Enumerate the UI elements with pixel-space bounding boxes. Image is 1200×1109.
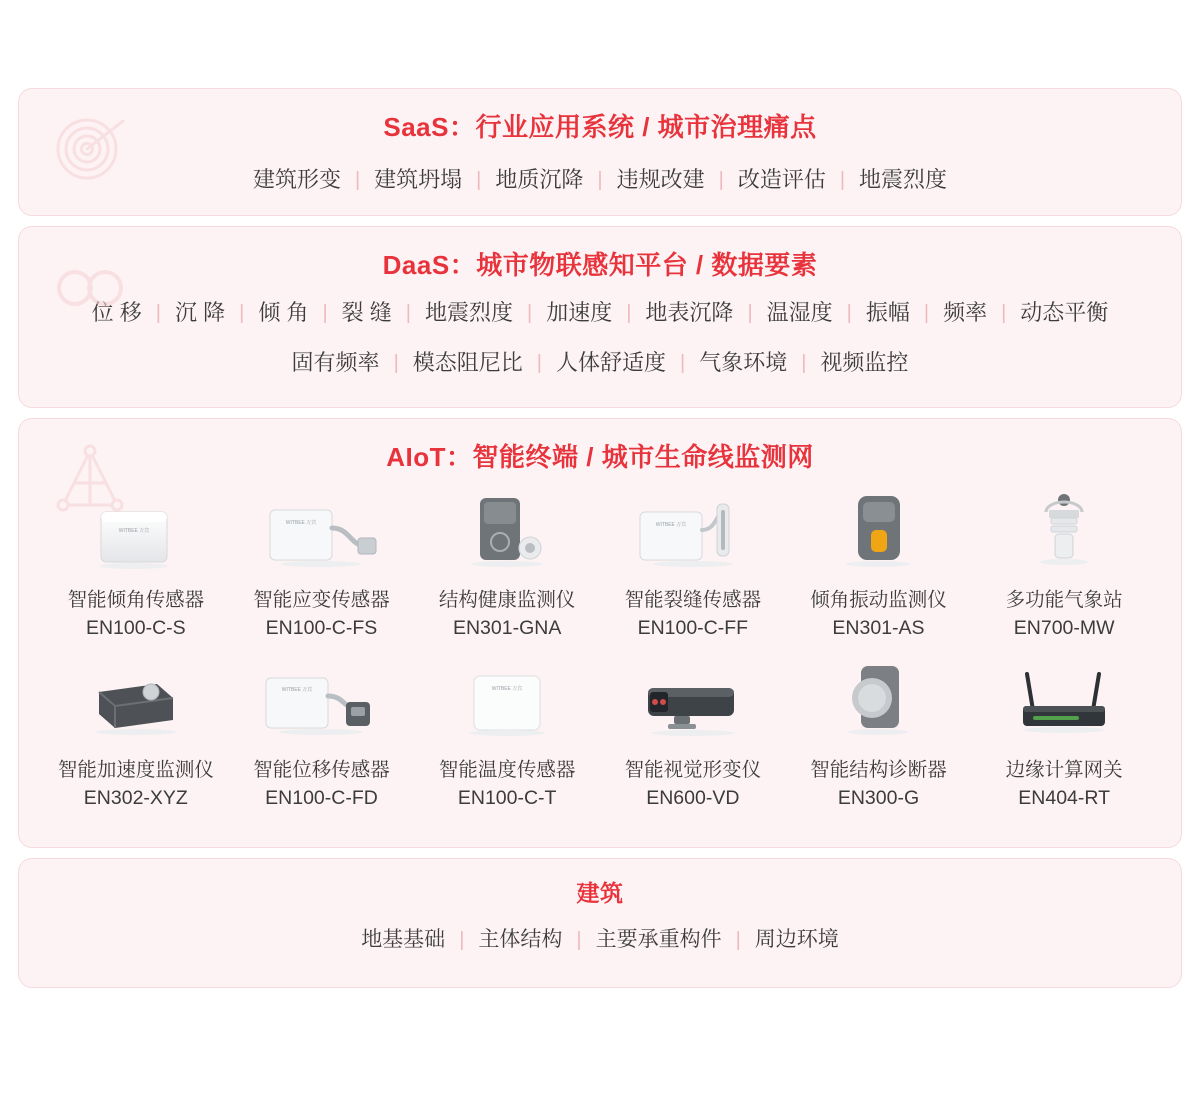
daas-tag[interactable]: 沉 降 — [175, 300, 226, 325]
device-model: EN600-VD — [646, 787, 740, 809]
saas-panel — [18, 88, 1182, 216]
device-card[interactable] — [600, 658, 786, 812]
daas-tag[interactable]: 频率 — [943, 300, 988, 325]
svg-text:WITBEE 万宾: WITBEE 万宾 — [491, 686, 523, 692]
building-tag[interactable]: 地基基础 — [361, 928, 446, 951]
device-model: EN100-C-S — [85, 617, 186, 639]
device-card[interactable] — [43, 658, 229, 812]
daas-panel — [18, 226, 1182, 408]
device-card[interactable] — [414, 658, 600, 812]
device-name: 智能结构诊断器 — [810, 759, 947, 781]
svg-text:WITBEE 万宾: WITBEE 万宾 — [286, 520, 317, 526]
device-name: 智能位移传感器 — [253, 759, 390, 781]
building-tag[interactable]: 周边环境 — [754, 928, 839, 951]
weather-station-icon — [989, 488, 1139, 578]
separator: | — [322, 302, 328, 324]
structure-diagnoser-icon — [803, 658, 953, 748]
building-tag[interactable]: 主要承重构件 — [595, 928, 722, 951]
saas-tag[interactable]: 地质沉降 — [495, 167, 584, 192]
daas-tag[interactable]: 气象环境 — [699, 350, 788, 375]
device-model: EN404-RT — [1018, 787, 1111, 809]
device-card[interactable] — [786, 658, 972, 812]
saas-title — [19, 89, 1181, 148]
separator: | — [718, 169, 724, 191]
crack-sensor-probe-icon — [618, 488, 768, 578]
separator: | — [527, 302, 533, 324]
device-model: EN301-GNA — [452, 617, 562, 639]
daas-tag[interactable]: 模态阻尼比 — [412, 350, 523, 375]
device-card[interactable] — [971, 488, 1157, 642]
device-name: 多功能气象站 — [1005, 589, 1123, 611]
device-card[interactable] — [600, 488, 786, 642]
separator: | — [459, 929, 465, 951]
device-name: 智能倾角传感器 — [67, 589, 205, 611]
saas-tag[interactable]: 违规改建 — [616, 167, 705, 192]
device-model: EN100-C-T — [457, 787, 557, 809]
building-title: 建筑 — [576, 880, 624, 906]
separator: | — [155, 302, 161, 324]
device-model: EN300-G — [837, 787, 920, 809]
device-card[interactable] — [229, 488, 415, 642]
device-name: 智能温度传感器 — [438, 759, 576, 781]
svg-text:WITBEE 万宾: WITBEE 万宾 — [118, 528, 150, 534]
device-name: 智能裂缝传感器 — [624, 589, 762, 611]
device-name: 智能应变传感器 — [253, 589, 390, 611]
device-card[interactable] — [786, 488, 972, 642]
daas-title-prefix: DaaS： — [382, 250, 477, 280]
device-name: 倾角振动监测仪 — [810, 589, 947, 611]
saas-tag[interactable]: 建筑坍塌 — [374, 167, 463, 192]
daas-tag[interactable]: 加速度 — [546, 300, 613, 325]
daas-tag-row-1 — [19, 286, 1181, 336]
daas-tag[interactable]: 位 移 — [91, 300, 142, 325]
separator: | — [536, 352, 542, 374]
separator: | — [923, 302, 930, 324]
device-name: 边缘计算网关 — [1005, 759, 1123, 781]
device-card[interactable] — [971, 658, 1157, 812]
device-card[interactable] — [229, 658, 415, 812]
device-model: EN302-XYZ — [83, 787, 188, 809]
temperature-sensor-icon — [432, 658, 582, 748]
daas-tag[interactable]: 裂 缝 — [341, 300, 392, 325]
device-name: 智能加速度监测仪 — [57, 759, 214, 781]
separator: | — [576, 929, 582, 951]
saas-title-prefix: SaaS： — [383, 112, 476, 142]
daas-tag[interactable]: 温湿度 — [766, 300, 833, 325]
daas-tag[interactable]: 地震烈度 — [424, 300, 513, 325]
saas-tag[interactable]: 地震烈度 — [859, 167, 948, 192]
separator: | — [747, 302, 753, 324]
building-panel — [18, 858, 1182, 988]
aiot-title-prefix: AIoT： — [386, 442, 473, 472]
tilt-sensor-panel-icon — [61, 488, 211, 578]
aiot-panel — [18, 418, 1182, 848]
daas-tag-row-2 — [19, 336, 1181, 386]
daas-tag[interactable]: 动态平衡 — [1020, 300, 1109, 325]
device-model: EN100-C-FF — [637, 617, 749, 639]
saas-tag[interactable]: 建筑形变 — [252, 167, 341, 192]
separator: | — [1001, 302, 1007, 324]
separator: | — [354, 169, 361, 191]
device-name: 结构健康监测仪 — [438, 589, 576, 611]
strain-sensor-arm-icon — [246, 488, 396, 578]
separator: | — [680, 352, 686, 374]
separator: | — [839, 169, 846, 191]
daas-tag[interactable]: 地表沉降 — [645, 300, 734, 325]
building-tag-row — [19, 912, 1181, 960]
displacement-sensor-icon — [246, 658, 396, 748]
separator: | — [801, 352, 807, 374]
separator: | — [846, 302, 852, 324]
svg-text:WITBEE 万宾: WITBEE 万宾 — [282, 687, 313, 693]
device-model: EN700-MW — [1013, 617, 1115, 639]
building-tag[interactable]: 主体结构 — [478, 928, 563, 951]
svg-text:WITBEE 万宾: WITBEE 万宾 — [655, 522, 687, 528]
daas-title-text: 城市物联感知平台 / 数据要素 — [476, 250, 818, 280]
device-model: EN100-C-FD — [265, 787, 378, 809]
daas-tag[interactable]: 倾 角 — [258, 300, 309, 325]
separator: | — [476, 169, 482, 191]
daas-tag[interactable]: 视频监控 — [820, 350, 909, 375]
device-model: EN301-AS — [832, 617, 925, 639]
daas-tag[interactable]: 振幅 — [865, 300, 910, 325]
daas-tag[interactable]: 固有频率 — [291, 350, 380, 375]
device-model: EN100-C-FS — [265, 617, 378, 639]
device-name: 智能视觉形变仪 — [624, 759, 762, 781]
saas-title-text: 行业应用系统 / 城市治理痛点 — [475, 112, 817, 142]
separator: | — [597, 169, 603, 191]
daas-tag[interactable]: 人体舒适度 — [555, 350, 666, 375]
saas-tag-row — [19, 148, 1181, 202]
saas-tag[interactable]: 改造评估 — [737, 167, 826, 192]
separator: | — [393, 352, 399, 374]
acceleration-monitor-icon — [61, 658, 211, 748]
separator: | — [626, 302, 632, 324]
aiot-title — [19, 419, 1181, 478]
device-grid-row2 — [19, 642, 1181, 812]
device-card[interactable] — [43, 488, 229, 642]
aiot-title-text: 智能终端 / 城市生命线监测网 — [472, 442, 814, 472]
separator: | — [735, 929, 741, 951]
structure-health-monitor-icon — [432, 488, 582, 578]
device-grid-row1 — [19, 478, 1181, 642]
tilt-vibration-monitor-icon — [803, 488, 953, 578]
separator: | — [239, 302, 245, 324]
daas-title — [19, 227, 1181, 286]
edge-gateway-router-icon — [989, 658, 1139, 748]
vision-deformation-camera-icon — [618, 658, 768, 748]
device-card[interactable] — [414, 488, 600, 642]
separator: | — [405, 302, 411, 324]
